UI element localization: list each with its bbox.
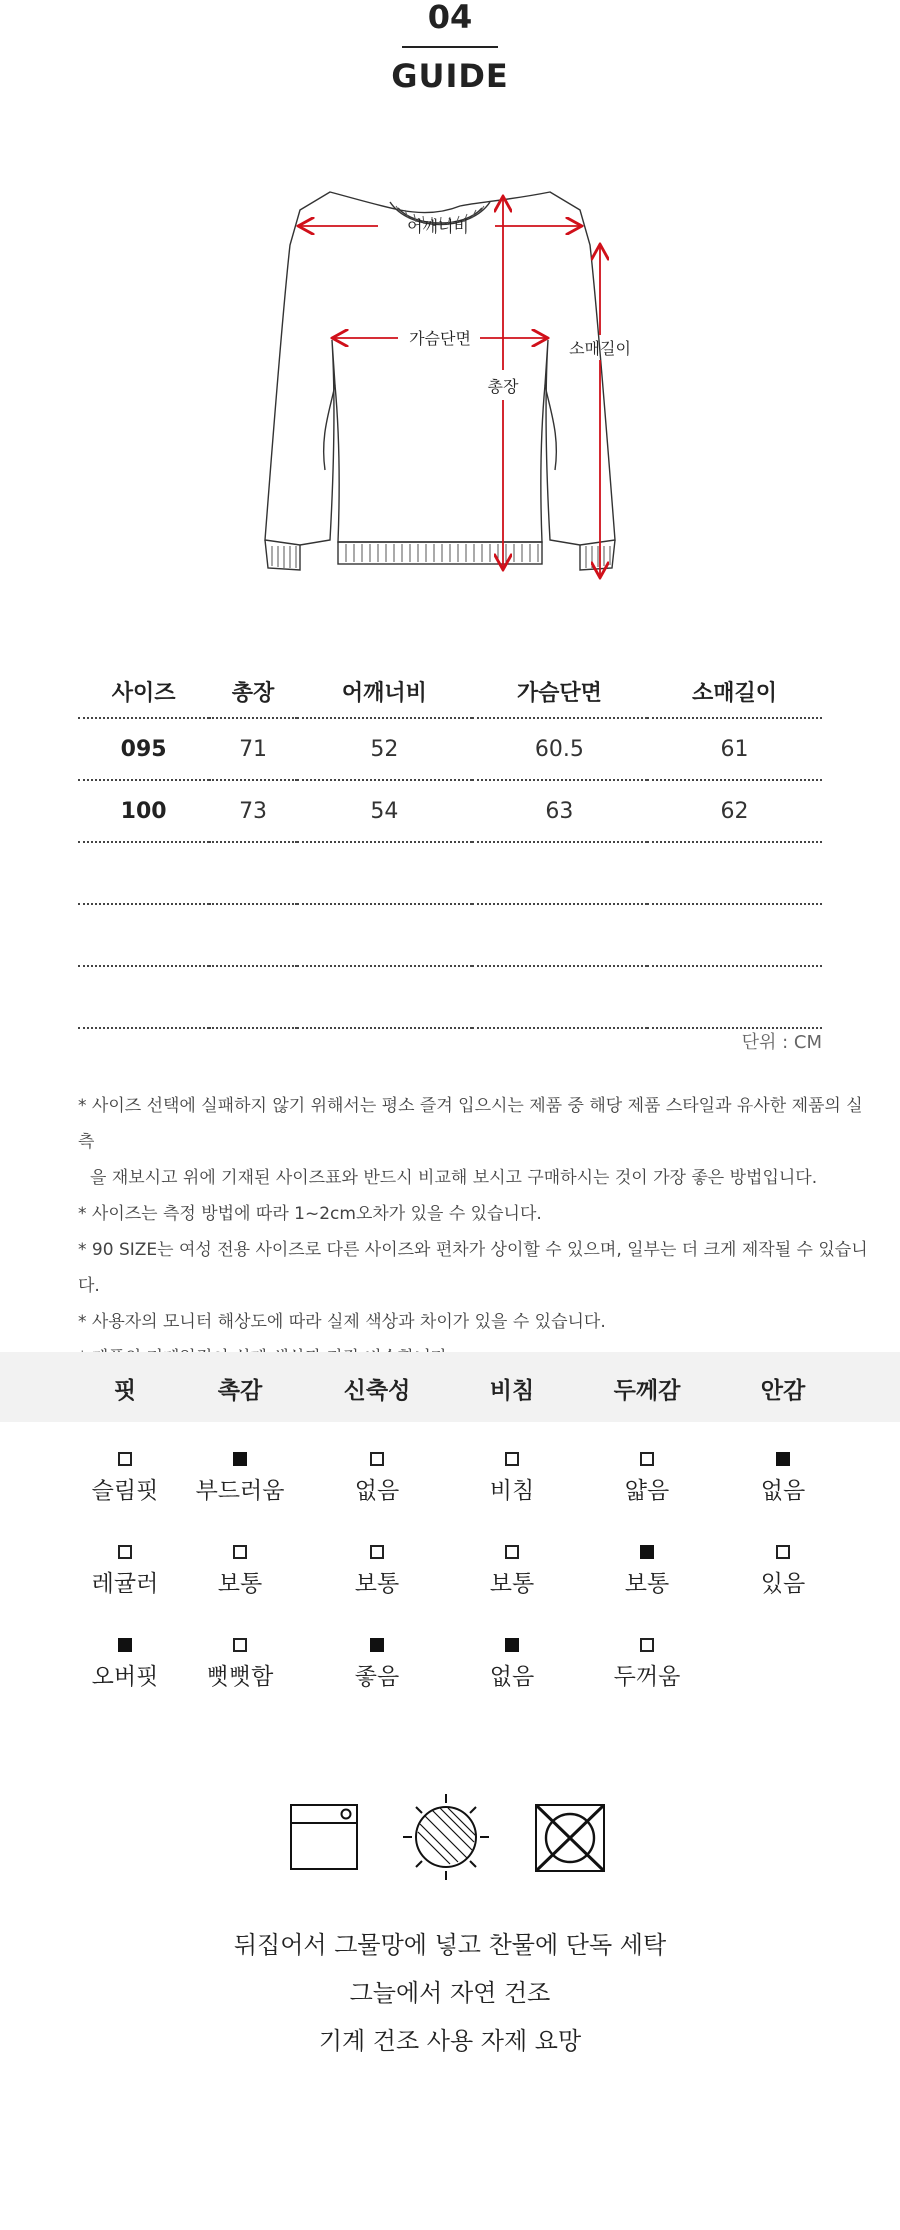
- unchecked-box-icon: [233, 1638, 247, 1652]
- col-chest: 가슴단면: [472, 665, 647, 718]
- length-value: 71: [209, 718, 297, 780]
- section-number: 04: [427, 0, 473, 36]
- note-line: * 90 SIZE는 여성 전용 사이즈로 다른 사이즈와 편차가 상이할 수 있으며, 일부는 더 크게 제작될 수 있습니다.: [78, 1240, 868, 1296]
- unchecked-box-icon: [370, 1545, 384, 1559]
- note-line: * 사이즈는 측정 방법에 따라 1~2cm오차가 있을 수 있습니다.: [78, 1204, 542, 1224]
- feature-option-label: 보통: [217, 1571, 263, 1597]
- unchecked-box-icon: [233, 1545, 247, 1559]
- feature-option-label: 오버핏: [91, 1664, 159, 1690]
- feature-header-fit: 핏: [113, 1378, 137, 1404]
- table-row: [78, 718, 822, 780]
- unchecked-box-icon: [505, 1545, 519, 1559]
- feature-header-sheer: 비침: [489, 1378, 535, 1404]
- header-divider: [402, 46, 498, 48]
- note-line: 을 재보시고 위에 기재된 사이즈표와 반드시 비교해 보시고 구매하시는 것이 가장 좋은 방법입니다.: [90, 1168, 818, 1188]
- feature-option-label: 보통: [354, 1571, 400, 1597]
- feature-header-thickness: 두께감: [613, 1378, 681, 1404]
- page-title: GUIDE: [391, 57, 509, 95]
- shoulder-value: 54: [297, 780, 472, 842]
- checked-box-icon: [118, 1638, 132, 1652]
- feature-option-label: 부드러움: [195, 1478, 285, 1504]
- feature-header-touch: 촉감: [217, 1378, 263, 1404]
- feature-option-label: 보통: [624, 1571, 670, 1597]
- feature-option-label: 있음: [760, 1571, 806, 1597]
- care-line-machine: 기계 건조 사용 자제 요망: [318, 2027, 582, 2055]
- no-tumble-dry-icon: [536, 1805, 604, 1871]
- note-line: * 사이즈 선택에 실패하지 않기 위해서는 평소 즐겨 입으시는 제품 중 해당 제품 스타일과 유사한 제품의 실측: [78, 1096, 863, 1152]
- feature-option-label: 없음: [760, 1478, 806, 1504]
- washing-machine-icon: [291, 1805, 357, 1869]
- feature-option-label: 보통: [489, 1571, 535, 1597]
- feature-option-label: 얇음: [624, 1478, 670, 1504]
- shade-dry-icon: [403, 1794, 489, 1880]
- note-line: * 사용자의 모니터 해상도에 따라 실제 색상과 차이가 있을 수 있습니다.: [78, 1312, 606, 1332]
- col-size: 사이즈: [78, 665, 209, 718]
- checked-box-icon: [776, 1452, 790, 1466]
- shoulder-value: 52: [297, 718, 472, 780]
- size-table: [78, 665, 822, 1029]
- unchecked-box-icon: [118, 1545, 132, 1559]
- unchecked-box-icon: [776, 1545, 790, 1559]
- unchecked-box-icon: [640, 1638, 654, 1652]
- checked-box-icon: [505, 1638, 519, 1652]
- checked-box-icon: [370, 1638, 384, 1652]
- col-sleeve: 소매길이: [647, 665, 822, 718]
- feature-header-stretch: 신축성: [343, 1378, 411, 1404]
- length-label: 총장: [487, 377, 519, 396]
- feature-option-label: 비침: [489, 1478, 535, 1504]
- sweater-measurement-illustration: [250, 170, 650, 590]
- size-notes: [78, 1088, 878, 1376]
- feature-option-label: 없음: [489, 1664, 535, 1690]
- care-icons: [0, 1790, 900, 1880]
- size-value: 100: [78, 780, 209, 842]
- size-value: 095: [78, 718, 209, 780]
- care-line-wash: 뒤집어서 그물망에 넣고 찬물에 단독 세탁: [233, 1931, 667, 1959]
- table-row-empty: [78, 842, 822, 904]
- unchecked-box-icon: [118, 1452, 132, 1466]
- feature-option-label: 뻣뻣함: [206, 1664, 274, 1690]
- checked-box-icon: [640, 1545, 654, 1559]
- col-shoulder: 어깨너비: [297, 665, 472, 718]
- sleeve-label: 소매길이: [569, 339, 631, 358]
- table-row-empty: [78, 904, 822, 966]
- feature-option-label: 좋음: [354, 1664, 400, 1690]
- chest-label: 가슴단면: [409, 329, 471, 348]
- sleeve-value: 61: [647, 718, 822, 780]
- chest-value: 60.5: [472, 718, 647, 780]
- col-length: 총장: [209, 665, 297, 718]
- feature-option-label: 두꺼움: [613, 1664, 681, 1690]
- unchecked-box-icon: [505, 1452, 519, 1466]
- shoulder-label: 어깨너비: [407, 217, 469, 236]
- checked-box-icon: [233, 1452, 247, 1466]
- feature-option-label: 슬림핏: [91, 1478, 159, 1504]
- table-row: [78, 780, 822, 842]
- feature-option-label: 없음: [354, 1478, 400, 1504]
- sleeve-value: 62: [647, 780, 822, 842]
- unchecked-box-icon: [370, 1452, 384, 1466]
- chest-value: 63: [472, 780, 647, 842]
- feature-header-lining: 안감: [760, 1378, 806, 1404]
- table-row-empty: [78, 966, 822, 1028]
- feature-option-label: 레귤러: [91, 1571, 159, 1597]
- size-table-header: [78, 665, 822, 718]
- length-value: 73: [209, 780, 297, 842]
- care-line-dry: 그늘에서 자연 건조: [349, 1979, 551, 2007]
- unit-label: 단위 : CM: [741, 1032, 822, 1053]
- unchecked-box-icon: [640, 1452, 654, 1466]
